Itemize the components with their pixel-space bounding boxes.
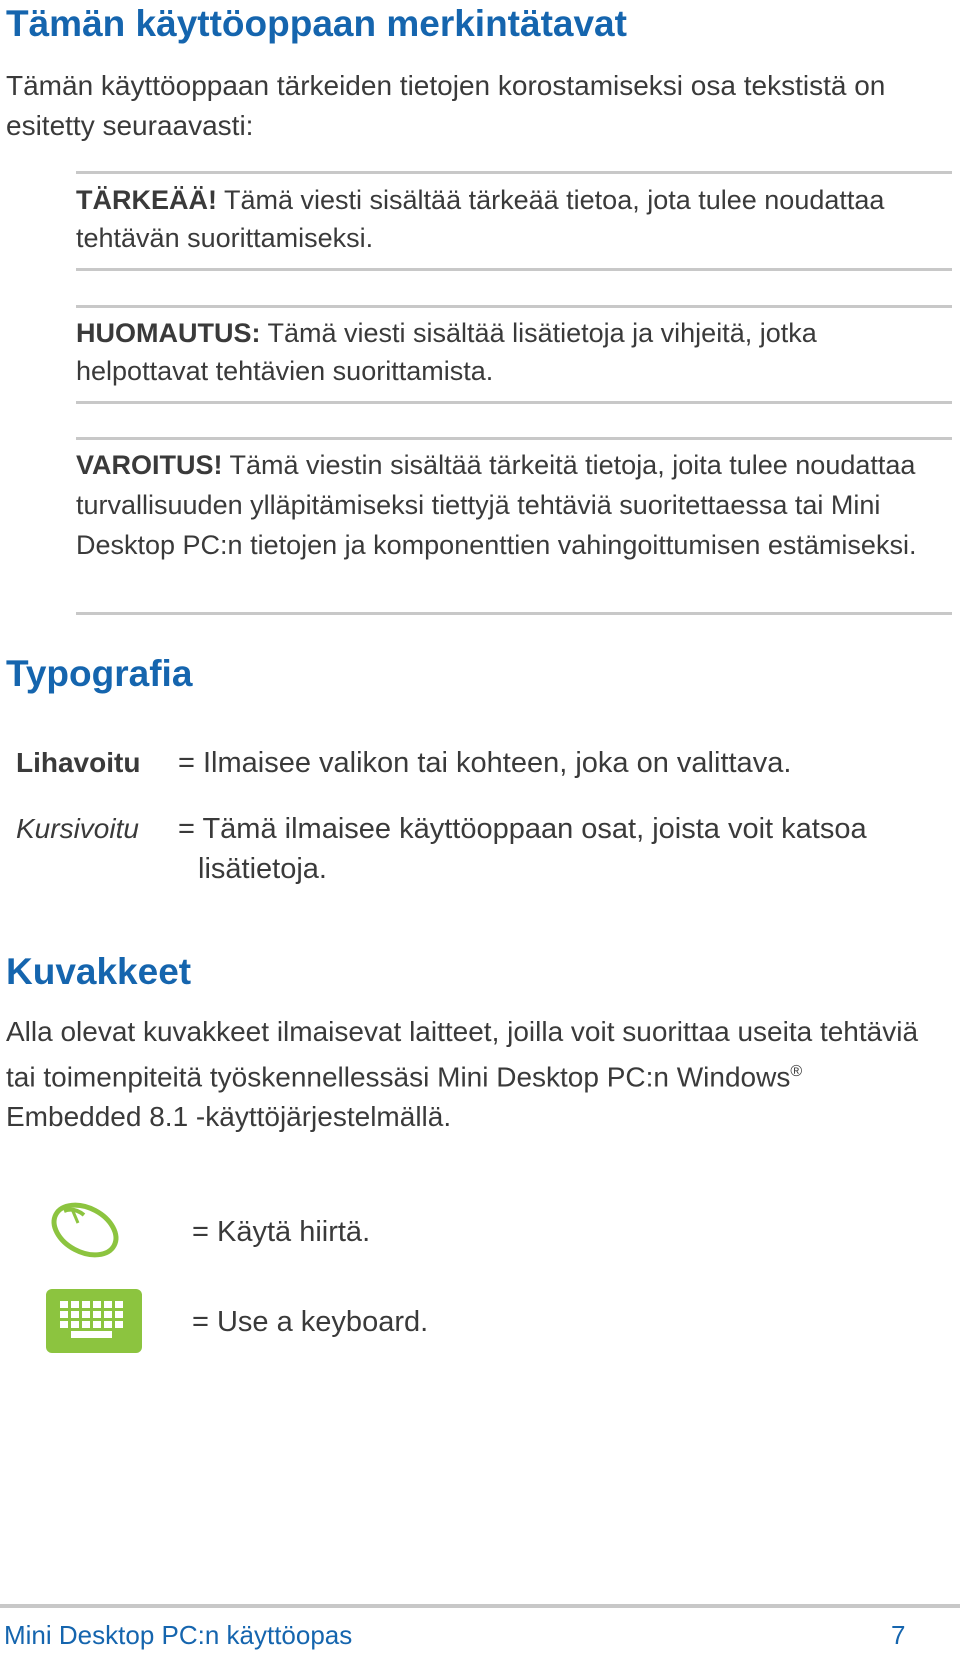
bold-description: = Ilmaisee valikon tai kohteen, joka on valittava. xyxy=(178,747,792,779)
warning-label: VAROITUS! xyxy=(76,450,223,480)
typography-heading: Typografia xyxy=(6,653,193,694)
notice-note xyxy=(76,314,952,390)
notice-body: Tämä viesti sisältää lisätietoja ja vihjeitä, jotka helpottavat tehtävien suorittamista. xyxy=(76,318,817,386)
warning-note xyxy=(76,445,952,565)
divider xyxy=(76,401,952,404)
divider xyxy=(76,268,952,271)
conventions-heading: Tämän käyttöoppaan merkintätavat xyxy=(6,3,627,44)
registered-mark: ® xyxy=(790,1063,803,1080)
mouse-description: = Käytä hiirtä. xyxy=(192,1216,371,1248)
bold-term: Lihavoitu xyxy=(16,747,141,778)
icons-heading: Kuvakkeet xyxy=(6,951,192,992)
mouse-icon xyxy=(48,1201,122,1259)
important-label: TÄRKEÄÄ! xyxy=(76,185,217,215)
notice-note-text xyxy=(76,314,952,390)
icons-intro xyxy=(6,1012,926,1137)
conventions-intro: Tämän käyttöoppaan tärkeiden tietojen korostamiseksi osa tekstistä on esitetty seuraavasti: xyxy=(6,70,886,141)
footer-title: Mini Desktop PC:n käyttöopas xyxy=(4,1620,353,1650)
notice-label: HUOMAUTUS: xyxy=(76,318,261,348)
divider xyxy=(76,171,952,174)
italic-term: Kursivoitu xyxy=(16,813,139,844)
italic-description: = Tämä ilmaisee käyttöoppaan osat, joista voit katsoa lisätietoja. xyxy=(178,813,867,885)
divider xyxy=(76,437,952,440)
important-note xyxy=(76,181,952,257)
divider xyxy=(76,305,952,308)
keyboard-description: = Use a keyboard. xyxy=(192,1306,429,1338)
warning-body: Tämä viestin sisältää tärkeitä tietoja, joita tulee noudattaa turvallisuuden ylläpitämiseksi tiettyjä tehtäviä suoritettaessa tai Mini Desktop PC:n tietojen ja komponenttien vahingoittumisen estämiseksi. xyxy=(76,450,917,560)
footer-divider xyxy=(0,1604,960,1608)
important-note-text xyxy=(76,181,952,257)
page-number: 7 xyxy=(891,1620,906,1650)
important-body: Tämä viesti sisältää tärkeää tietoa, jota tulee noudattaa tehtävän suorittamiseksi. xyxy=(76,185,885,253)
icons-intro-part1: Alla olevat kuvakkeet ilmaisevat laitteet, joilla voit suorittaa useita tehtäviä tai toimenpiteitä työskennellessäsi Mini Desktop PC:n Windows xyxy=(6,1016,919,1093)
warning-note-text xyxy=(76,445,952,565)
icons-intro-part2: Embedded 8.1 -käyttöjärjestelmällä. xyxy=(6,1101,452,1133)
divider xyxy=(76,612,952,615)
keyboard-icon xyxy=(46,1289,142,1353)
